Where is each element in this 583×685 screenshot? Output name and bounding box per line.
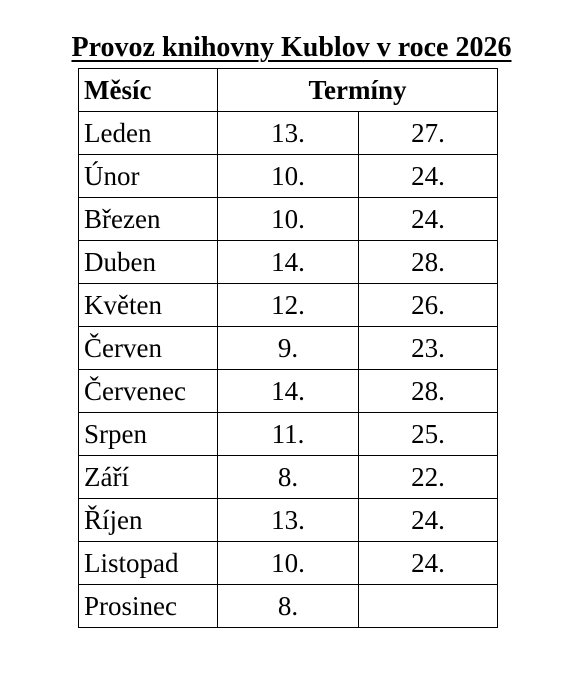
schedule-table — [78, 68, 498, 628]
second-date-cell — [359, 585, 498, 628]
second-date-cell: 27. — [359, 112, 498, 155]
first-date-cell: 10. — [218, 198, 359, 241]
first-date-cell: 8. — [218, 585, 359, 628]
month-cell: Červen — [79, 327, 218, 370]
table-row — [79, 198, 498, 241]
month-cell: Říjen — [79, 499, 218, 542]
month-cell: Listopad — [79, 542, 218, 585]
header-terms: Termíny — [218, 69, 498, 112]
table-row — [79, 585, 498, 628]
first-date-cell: 8. — [218, 456, 359, 499]
second-date-cell: 24. — [359, 499, 498, 542]
table-header-row — [79, 69, 498, 112]
first-date-cell: 10. — [218, 155, 359, 198]
second-date-cell: 28. — [359, 241, 498, 284]
month-cell: Březen — [79, 198, 218, 241]
table-row — [79, 284, 498, 327]
first-date-cell: 13. — [218, 112, 359, 155]
first-date-cell: 12. — [218, 284, 359, 327]
month-cell: Leden — [79, 112, 218, 155]
table-row — [79, 499, 498, 542]
table-row — [79, 456, 498, 499]
table-body — [79, 112, 498, 628]
first-date-cell: 11. — [218, 413, 359, 456]
table-row — [79, 542, 498, 585]
month-cell: Duben — [79, 241, 218, 284]
first-date-cell: 14. — [218, 241, 359, 284]
table-row — [79, 112, 498, 155]
second-date-cell: 23. — [359, 327, 498, 370]
second-date-cell: 24. — [359, 155, 498, 198]
second-date-cell: 24. — [359, 542, 498, 585]
second-date-cell: 22. — [359, 456, 498, 499]
table-row — [79, 413, 498, 456]
second-date-cell: 25. — [359, 413, 498, 456]
month-cell: Září — [79, 456, 218, 499]
month-cell: Prosinec — [79, 585, 218, 628]
header-month: Měsíc — [79, 69, 218, 112]
month-cell: Květen — [79, 284, 218, 327]
first-date-cell: 13. — [218, 499, 359, 542]
table-row — [79, 241, 498, 284]
month-cell: Srpen — [79, 413, 218, 456]
table-row — [79, 155, 498, 198]
second-date-cell: 24. — [359, 198, 498, 241]
second-date-cell: 26. — [359, 284, 498, 327]
first-date-cell: 14. — [218, 370, 359, 413]
second-date-cell: 28. — [359, 370, 498, 413]
month-cell: Únor — [79, 155, 218, 198]
page-title: Provoz knihovny Kublov v roce 2026 — [71, 32, 512, 63]
table-row — [79, 327, 498, 370]
first-date-cell: 9. — [218, 327, 359, 370]
table-row — [79, 370, 498, 413]
first-date-cell: 10. — [218, 542, 359, 585]
month-cell: Červenec — [79, 370, 218, 413]
